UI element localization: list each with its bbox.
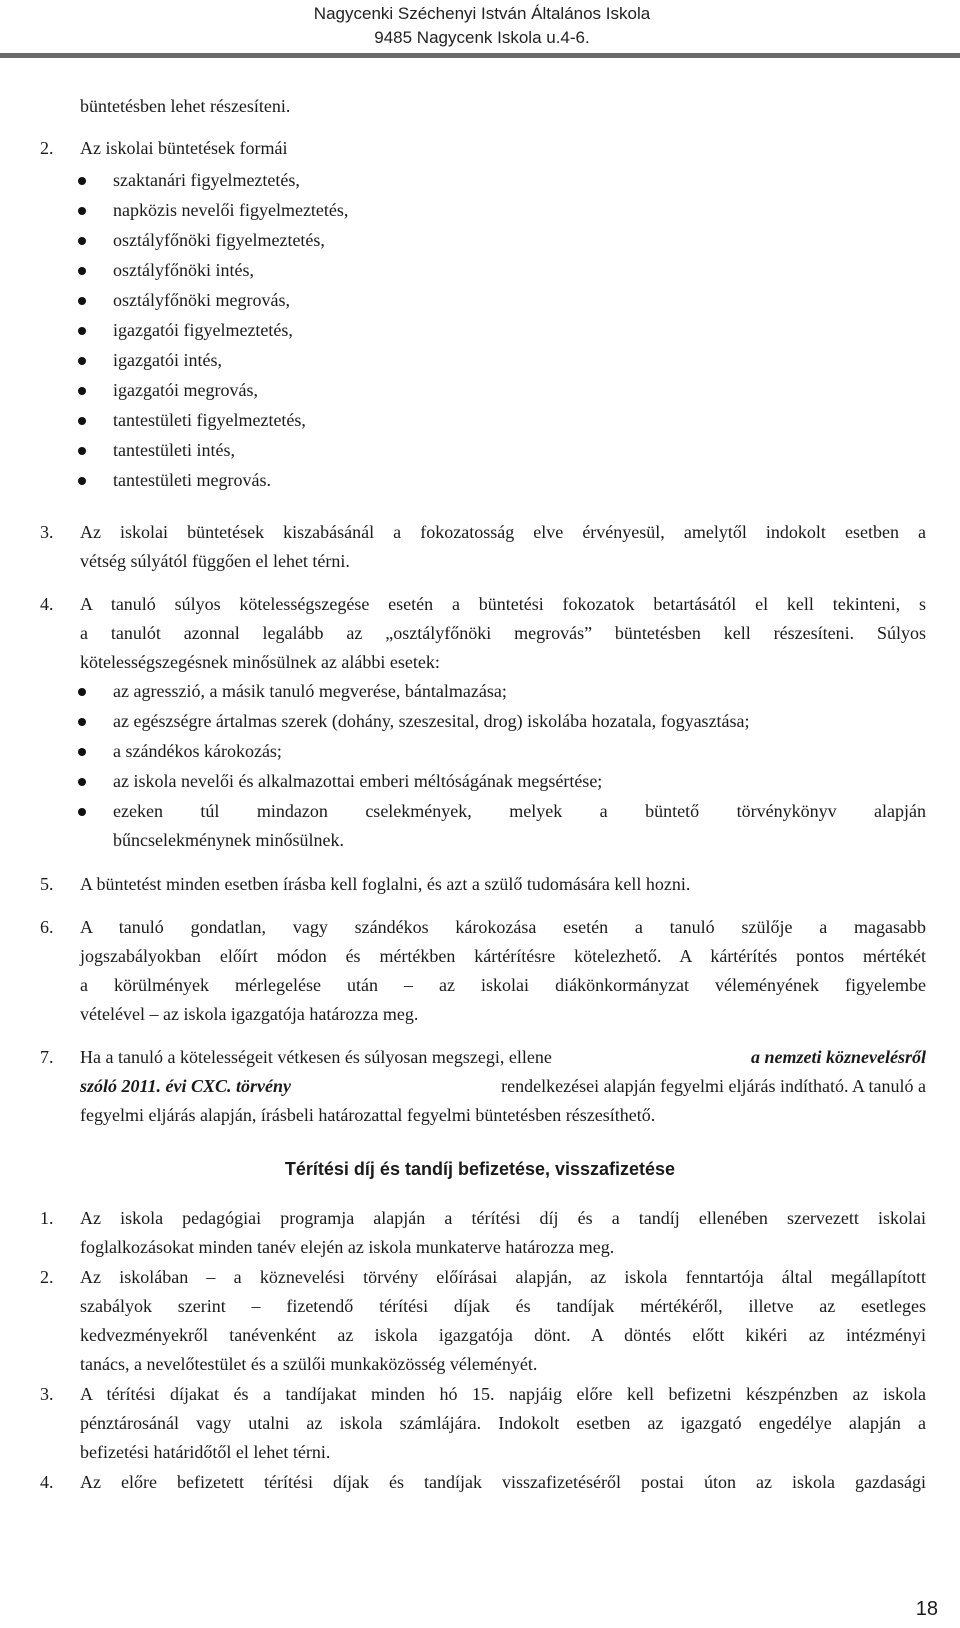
text-run: rendelkezései alapján fegyelmi eljárás indítható. A tanuló a — [501, 1076, 926, 1096]
paragraph-line: pénztárosánál vagy utalni az iskola számlájára. Indokolt esetben az igazgató engedélye alapján a — [80, 1413, 926, 1433]
list-item: igazgatói figyelmeztetés, — [113, 320, 293, 340]
paragraph-line: szabályok szerint – fizetendő térítési díjak és tandíjak mértékéről, illetve az esetleges — [80, 1296, 926, 1316]
list-item: osztályfőnöki intés, — [113, 260, 254, 280]
paragraph-line: jogszabályokban előírt módon és mértékben kártérítésre kötelezhető. A kártérítés pontos mértékét — [80, 946, 926, 966]
item-number: 4. — [40, 594, 54, 614]
bullet-dot — [78, 387, 86, 395]
bullet-dot — [78, 357, 86, 365]
paragraph-line: befizetési határidőtől el lehet térni. — [80, 1442, 331, 1462]
bullet-dot — [78, 297, 86, 305]
section-title: Térítési díj és tandíj befizetése, visszafizetése — [284, 1159, 676, 1179]
paragraph-line: A tanuló súlyos kötelességszegése esetén a büntetési fokozatok betartásától el kell tekinteni, s — [80, 594, 926, 614]
list-item: ezeken túl mindazon cselekmények, melyek a büntető törvénykönyv alapján — [113, 801, 926, 821]
bullet-dot — [78, 477, 86, 485]
bullet-dot — [78, 688, 86, 696]
list-item: tantestületi figyelmeztetés, — [113, 410, 306, 430]
item-number: 2. — [40, 1267, 54, 1287]
list-item: napközis nevelői figyelmeztetés, — [113, 200, 349, 220]
list-item: tantestületi intés, — [113, 440, 235, 460]
paragraph-line: Az iskolában – a köznevelési törvény előírásai alapján, az iskola fenntartója által megállapított — [80, 1267, 926, 1287]
page-number: 18 — [915, 1598, 938, 1620]
school-address: 9485 Nagycenk Iskola u.4-6. — [374, 28, 590, 47]
paragraph-line: A térítési díjakat és a tandíjakat minden hó 15. napjáig előre kell befizetni készpénzben az iskola — [80, 1384, 926, 1404]
bullet-dot — [78, 327, 86, 335]
paragraph-line: a körülmények mérlegelése után – az iskolai diákönkormányzat véleményének figyelembe — [80, 975, 926, 995]
list-item: szaktanári figyelmeztetés, — [113, 170, 300, 190]
paragraph-line: A tanuló gondatlan, vagy szándékos károkozása esetén a tanuló szülője a magasabb — [80, 917, 926, 937]
paragraph-line: kötelességszegésnek minősülnek az alábbi esetek: — [80, 652, 440, 672]
list-item: a szándékos károkozás; — [113, 741, 282, 761]
paragraph-line: tanács, a nevelőtestület és a szülői munkaközösség véleményét. — [80, 1354, 538, 1374]
school-name: Nagycenki Széchenyi István Általános Iskola — [313, 4, 651, 23]
law-reference: szóló 2011. évi CXC. törvény — [80, 1076, 291, 1096]
item-number: 7. — [40, 1047, 54, 1067]
list-item: osztályfőnöki figyelmeztetés, — [113, 230, 325, 250]
intro-line: büntetésben lehet részesíteni. — [80, 96, 291, 116]
item-number: 2. — [40, 138, 54, 158]
paragraph-line — [80, 1046, 926, 1068]
paragraph-line: Az előre befizetett térítési díjak és tandíjak visszafizetéséről postai úton az iskola gazdasági — [80, 1472, 926, 1492]
list-item: osztályfőnöki megrovás, — [113, 290, 290, 310]
text-run: Ha a tanuló a kötelességeit vétkesen és súlyosan megszegi, ellene — [80, 1047, 552, 1067]
bullet-dot — [78, 207, 86, 215]
bullet-dot — [78, 237, 86, 245]
list-item: tantestületi megrovás. — [113, 470, 271, 490]
bullet-dot — [78, 177, 86, 185]
list-item: az egészségre ártalmas szerek (dohány, szeszesital, drog) iskolába hozatala, fogyasztása; — [113, 711, 750, 731]
item-number: 3. — [40, 522, 54, 542]
list-item: igazgatói intés, — [113, 350, 222, 370]
paragraph-line: fegyelmi eljárás alapján, írásbeli határozattal fegyelmi büntetésben részesíthető. — [80, 1105, 656, 1125]
paragraph-line: kedvezményekről tanévenként az iskola igazgatója dönt. A döntés előtt kikéri az intézményi — [80, 1325, 926, 1345]
paragraph-line: vétség súlyától függően el lehet térni. — [80, 551, 350, 571]
page-header — [0, 0, 960, 54]
paragraph-line: foglalkozásokat minden tanév elején az iskola munkaterve határozza meg. — [80, 1237, 615, 1257]
list-item: igazgatói megrovás, — [113, 380, 258, 400]
paragraph-line: Az iskola pedagógiai programja alapján a térítési díj és a tandíj ellenében szervezett iskolai — [80, 1208, 926, 1228]
paragraph-line: vételével – az iskola igazgatója határozza meg. — [80, 1004, 419, 1024]
bullet-dot — [78, 748, 86, 756]
paragraph-line: Az iskolai büntetések kiszabásánál a fokozatosság elve érvényesül, amelytől indokolt esetben a — [80, 522, 926, 542]
item-number: 4. — [40, 1472, 54, 1492]
item-number: 5. — [40, 874, 54, 894]
item-title: Az iskolai büntetések formái — [80, 138, 288, 158]
bullet-dot — [78, 417, 86, 425]
bullet-dot — [78, 267, 86, 275]
list-item: az iskola nevelői és alkalmazottai emberi méltóságának megsértése; — [113, 771, 603, 791]
bullet-dot — [78, 808, 86, 816]
item-number: 6. — [40, 917, 54, 937]
bullet-dot — [78, 718, 86, 726]
bullet-dot — [78, 778, 86, 786]
paragraph-line: a tanulót azonnal legalább az „osztályfőnöki megrovás” büntetésben kell részesíteni. Súlyos — [80, 623, 926, 643]
item-number: 1. — [40, 1208, 54, 1228]
law-reference: a nemzeti köznevelésről — [751, 1047, 926, 1067]
list-item-continuation: bűncselekménynek minősülnek. — [113, 830, 344, 850]
bullet-dot — [78, 447, 86, 455]
item-number: 3. — [40, 1384, 54, 1404]
list-item: az agresszió, a másik tanuló megverése, bántalmazása; — [113, 681, 507, 701]
paragraph-line: A büntetést minden esetben írásba kell foglalni, és azt a szülő tudomására kell hozni. — [80, 874, 691, 894]
paragraph-line — [80, 1075, 926, 1097]
header-rule — [0, 53, 960, 58]
